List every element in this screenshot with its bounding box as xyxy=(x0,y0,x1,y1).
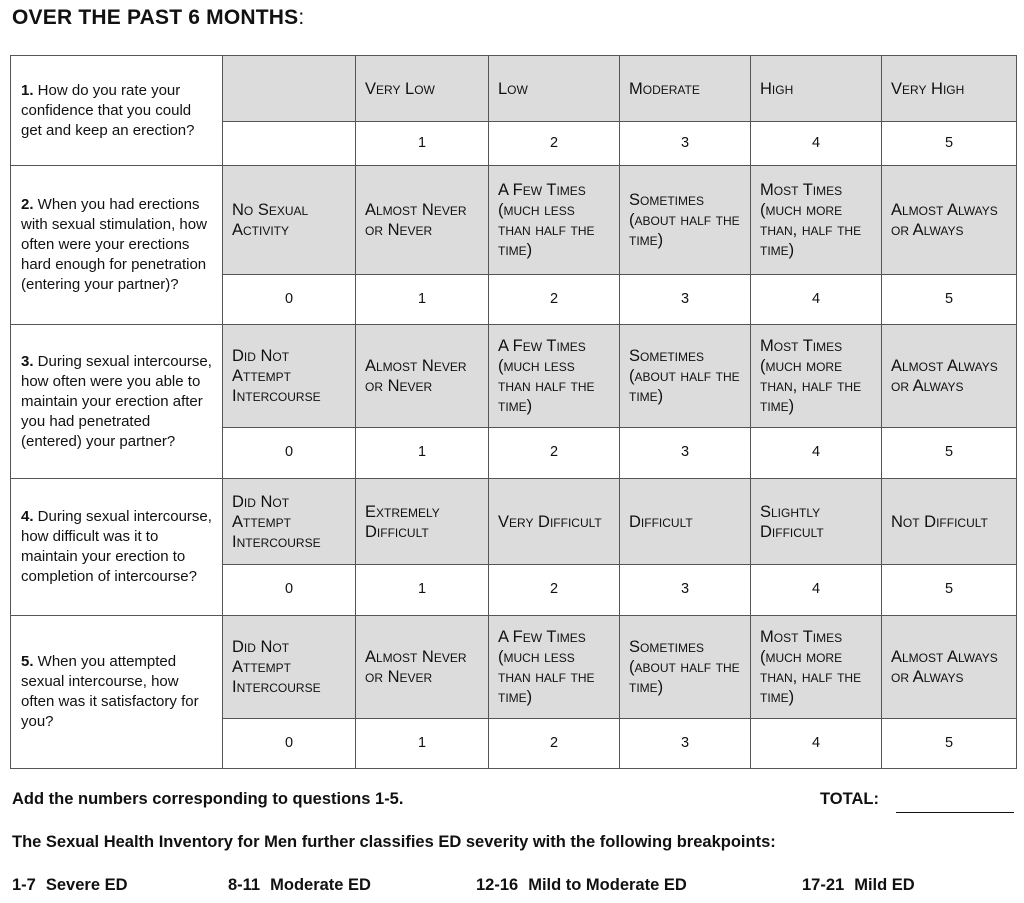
question-label-row xyxy=(11,325,1017,428)
answer-option-label: Almost Always or Always xyxy=(882,325,1017,428)
answer-option-label: A Few Times (much less than half the time) xyxy=(489,616,620,719)
answer-option-label xyxy=(223,56,356,122)
answer-score-cell[interactable]: 4 xyxy=(751,719,882,769)
answer-score-cell[interactable]: 5 xyxy=(882,565,1017,616)
answer-option-label: Difficult xyxy=(620,479,751,565)
question-label-row xyxy=(11,616,1017,719)
answer-score-cell[interactable]: 2 xyxy=(489,565,620,616)
answer-score-cell[interactable]: 0 xyxy=(223,275,356,325)
answer-option-label: High xyxy=(751,56,882,122)
question-label-row xyxy=(11,479,1017,565)
breakpoint-3: 12-16 Mild to Moderate ED xyxy=(476,876,687,894)
answer-score-cell[interactable]: 4 xyxy=(751,122,882,166)
page-title: OVER THE PAST 6 MONTHS: xyxy=(12,6,305,29)
answer-score-cell[interactable]: 0 xyxy=(223,428,356,479)
question-label-row xyxy=(11,166,1017,275)
answer-score-cell[interactable]: 3 xyxy=(620,122,751,166)
answer-option-label: Did Not Attempt Intercourse xyxy=(223,479,356,565)
question-number: 2. xyxy=(21,196,34,213)
answer-option-label: Slightly Difficult xyxy=(751,479,882,565)
answer-score-cell[interactable]: 4 xyxy=(751,565,882,616)
answer-score-cell[interactable]: 3 xyxy=(620,565,751,616)
question-number: 4. xyxy=(21,508,34,525)
shim-questionnaire-table xyxy=(10,55,1017,769)
answer-score-cell[interactable]: 2 xyxy=(489,428,620,479)
breakpoint-4: 17-21 Mild ED xyxy=(802,876,915,894)
answer-option-label: Almost Never or Never xyxy=(356,166,489,275)
answer-option-label: Almost Never or Never xyxy=(356,325,489,428)
answer-option-label: Most Times (much more than, half the time) xyxy=(751,325,882,428)
answer-score-cell[interactable]: 2 xyxy=(489,122,620,166)
answer-option-label: Sometimes (about half the time) xyxy=(620,166,751,275)
answer-score-cell[interactable]: 2 xyxy=(489,719,620,769)
answer-option-label: Not Difficult xyxy=(882,479,1017,565)
answer-option-label: Very Low xyxy=(356,56,489,122)
answer-option-label: No Sexual Activity xyxy=(223,166,356,275)
question-text xyxy=(11,616,223,769)
question-number: 3. xyxy=(21,352,34,370)
answer-option-label: Almost Always or Always xyxy=(882,166,1017,275)
answer-option-label: Low xyxy=(489,56,620,122)
answer-option-label: A Few Times (much less than half the time) xyxy=(489,325,620,428)
answer-score-cell[interactable]: 5 xyxy=(882,719,1017,769)
question-number: 5. xyxy=(21,653,34,670)
answer-score-cell[interactable]: 5 xyxy=(882,122,1017,166)
answer-option-label: Most Times (much more than, half the time) xyxy=(751,166,882,275)
answer-score-cell[interactable]: 3 xyxy=(620,719,751,769)
answer-score-cell[interactable]: 0 xyxy=(223,719,356,769)
answer-score-cell[interactable] xyxy=(223,122,356,166)
breakpoint-1: 1-7 Severe ED xyxy=(12,876,128,894)
question-body: During sexual intercourse, how difficult was it to maintain your erection to completion of intercourse? xyxy=(21,508,212,585)
answer-option-label: Extremely Difficult xyxy=(356,479,489,565)
answer-option-label: Sometimes (about half the time) xyxy=(620,325,751,428)
answer-option-label: Did Not Attempt Intercourse xyxy=(223,325,356,428)
answer-score-cell[interactable]: 1 xyxy=(356,275,489,325)
answer-score-cell[interactable]: 5 xyxy=(882,428,1017,479)
question-body: When you had erections with sexual stimulation, how often were your erections hard enough for penetration (entering your partner)? xyxy=(21,196,207,293)
answer-option-label: Very High xyxy=(882,56,1017,122)
question-body: When you attempted sexual intercourse, how often was it satisfactory for you? xyxy=(21,653,199,730)
question-text xyxy=(11,166,223,325)
question-body: During sexual intercourse, how often were you able to maintain your erection after you had penetrated (entered) your partner? xyxy=(21,352,212,450)
total-label: TOTAL: xyxy=(820,790,879,808)
answer-option-label: Almost Never or Never xyxy=(356,616,489,719)
answer-score-cell[interactable]: 5 xyxy=(882,275,1017,325)
answer-option-label: Moderate xyxy=(620,56,751,122)
answer-option-label: A Few Times (much less than half the time) xyxy=(489,166,620,275)
question-text xyxy=(11,56,223,166)
footer-classification: The Sexual Health Inventory for Men further classifies ED severity with the following breakpoints: xyxy=(12,833,776,851)
question-number: 1. xyxy=(21,81,34,99)
question-text xyxy=(11,325,223,479)
answer-score-cell[interactable]: 1 xyxy=(356,122,489,166)
question-label-row xyxy=(11,56,1017,122)
answer-option-label: Sometimes (about half the time) xyxy=(620,616,751,719)
answer-score-cell[interactable]: 3 xyxy=(620,428,751,479)
answer-score-cell[interactable]: 3 xyxy=(620,275,751,325)
answer-score-cell[interactable]: 4 xyxy=(751,428,882,479)
answer-option-label: Very Difficult xyxy=(489,479,620,565)
answer-option-label: Most Times (much more than, half the time) xyxy=(751,616,882,719)
answer-score-cell[interactable]: 0 xyxy=(223,565,356,616)
answer-score-cell[interactable]: 1 xyxy=(356,565,489,616)
answer-score-cell[interactable]: 2 xyxy=(489,275,620,325)
answer-score-cell[interactable]: 1 xyxy=(356,428,489,479)
breakpoint-2: 8-11 Moderate ED xyxy=(228,876,371,894)
total-input-line[interactable] xyxy=(896,812,1014,813)
answer-score-cell[interactable]: 1 xyxy=(356,719,489,769)
question-body: How do you rate your confidence that you could get and keep an erection? xyxy=(21,81,195,139)
answer-option-label: Did Not Attempt Intercourse xyxy=(223,616,356,719)
question-text xyxy=(11,479,223,616)
answer-option-label: Almost Always or Always xyxy=(882,616,1017,719)
footer-instruction: Add the numbers corresponding to questions 1-5. xyxy=(12,790,404,808)
answer-score-cell[interactable]: 4 xyxy=(751,275,882,325)
